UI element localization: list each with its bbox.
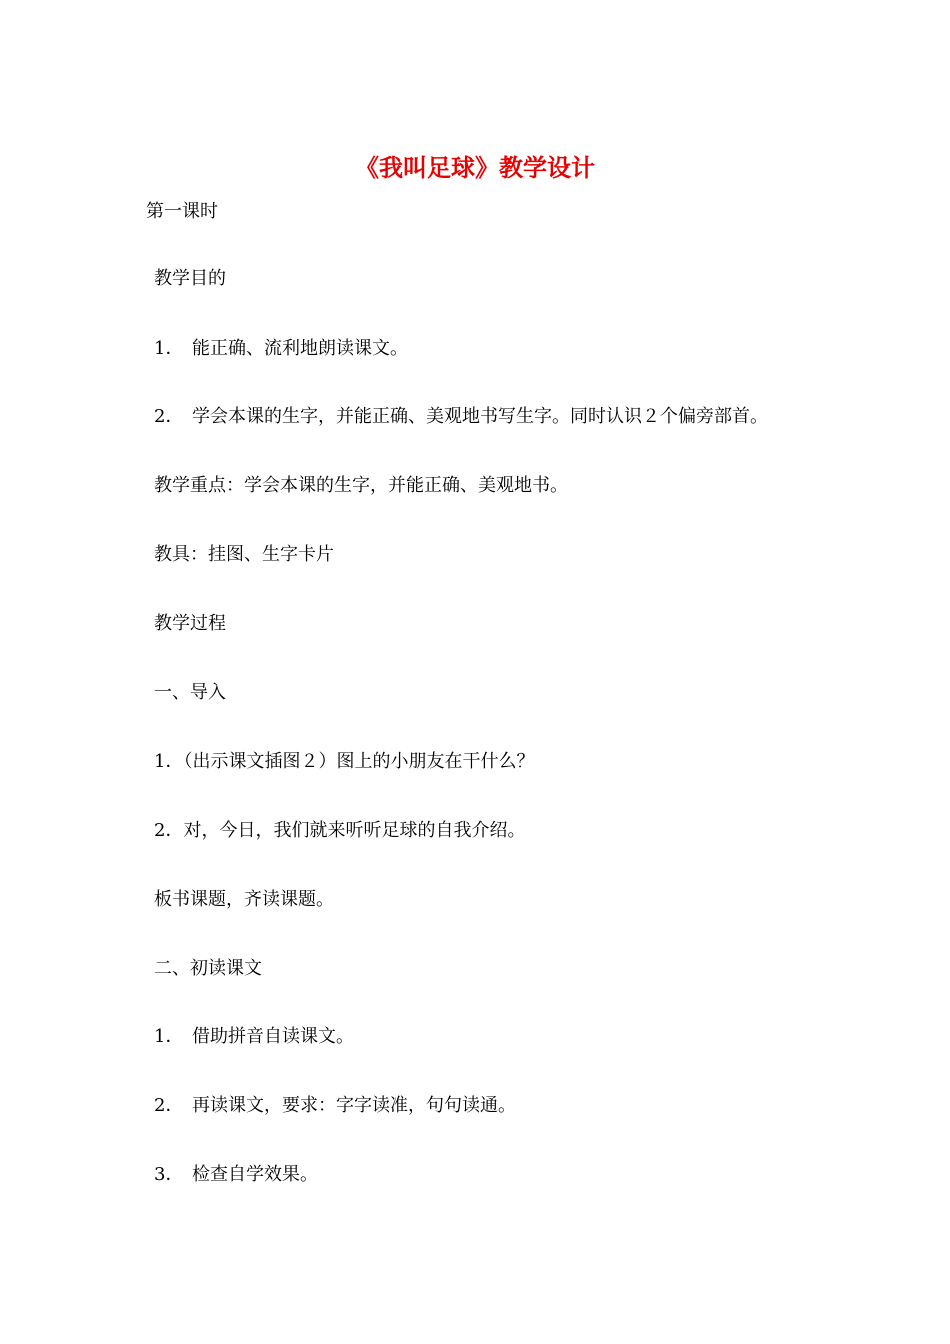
- read-item-3: [154, 1163, 318, 1187]
- read-2-text: 再读课文，要求：字字读准，句句读通。: [192, 1095, 516, 1116]
- objectives-heading: 教学目的: [154, 268, 226, 289]
- objective-2-number: 2．: [154, 406, 184, 427]
- teaching-tools: 教具：挂图、生字卡片: [154, 544, 334, 565]
- read-item-2: [154, 1094, 516, 1118]
- objective-item-1: [154, 337, 408, 361]
- read-3-text: 检查自学效果。: [192, 1164, 318, 1185]
- read-2-number: 2．: [154, 1095, 184, 1116]
- lesson-label: 第一课时: [146, 201, 218, 222]
- key-point: 教学重点：学会本课的生字，并能正确、美观地书。: [154, 475, 568, 496]
- read-1-text: 借助拼音自读课文。: [192, 1026, 354, 1047]
- objective-2-text: 学会本课的生字，并能正确、美观地书写生字。同时认识２个偏旁部首。: [192, 406, 768, 427]
- intro-item-3: 板书课题，齐读课题。: [154, 889, 334, 910]
- section-2-heading: 二、初读课文: [154, 958, 262, 979]
- intro-item-1: 1．（出示课文插图２）图上的小朋友在干什么？: [154, 751, 535, 772]
- process-heading: 教学过程: [154, 613, 226, 634]
- read-3-number: 3．: [154, 1164, 184, 1185]
- document-title: 《我叫足球》教学设计: [355, 153, 595, 182]
- intro-item-2: 2．对，今日，我们就来听听足球的自我介绍。: [154, 820, 526, 841]
- read-item-1: [154, 1025, 354, 1049]
- objective-1-number: 1．: [154, 338, 184, 359]
- objective-item-2: [154, 405, 768, 429]
- objective-1-text: 能正确、流利地朗读课文。: [192, 338, 408, 359]
- section-1-heading: 一、导入: [154, 682, 226, 703]
- read-1-number: 1．: [154, 1026, 184, 1047]
